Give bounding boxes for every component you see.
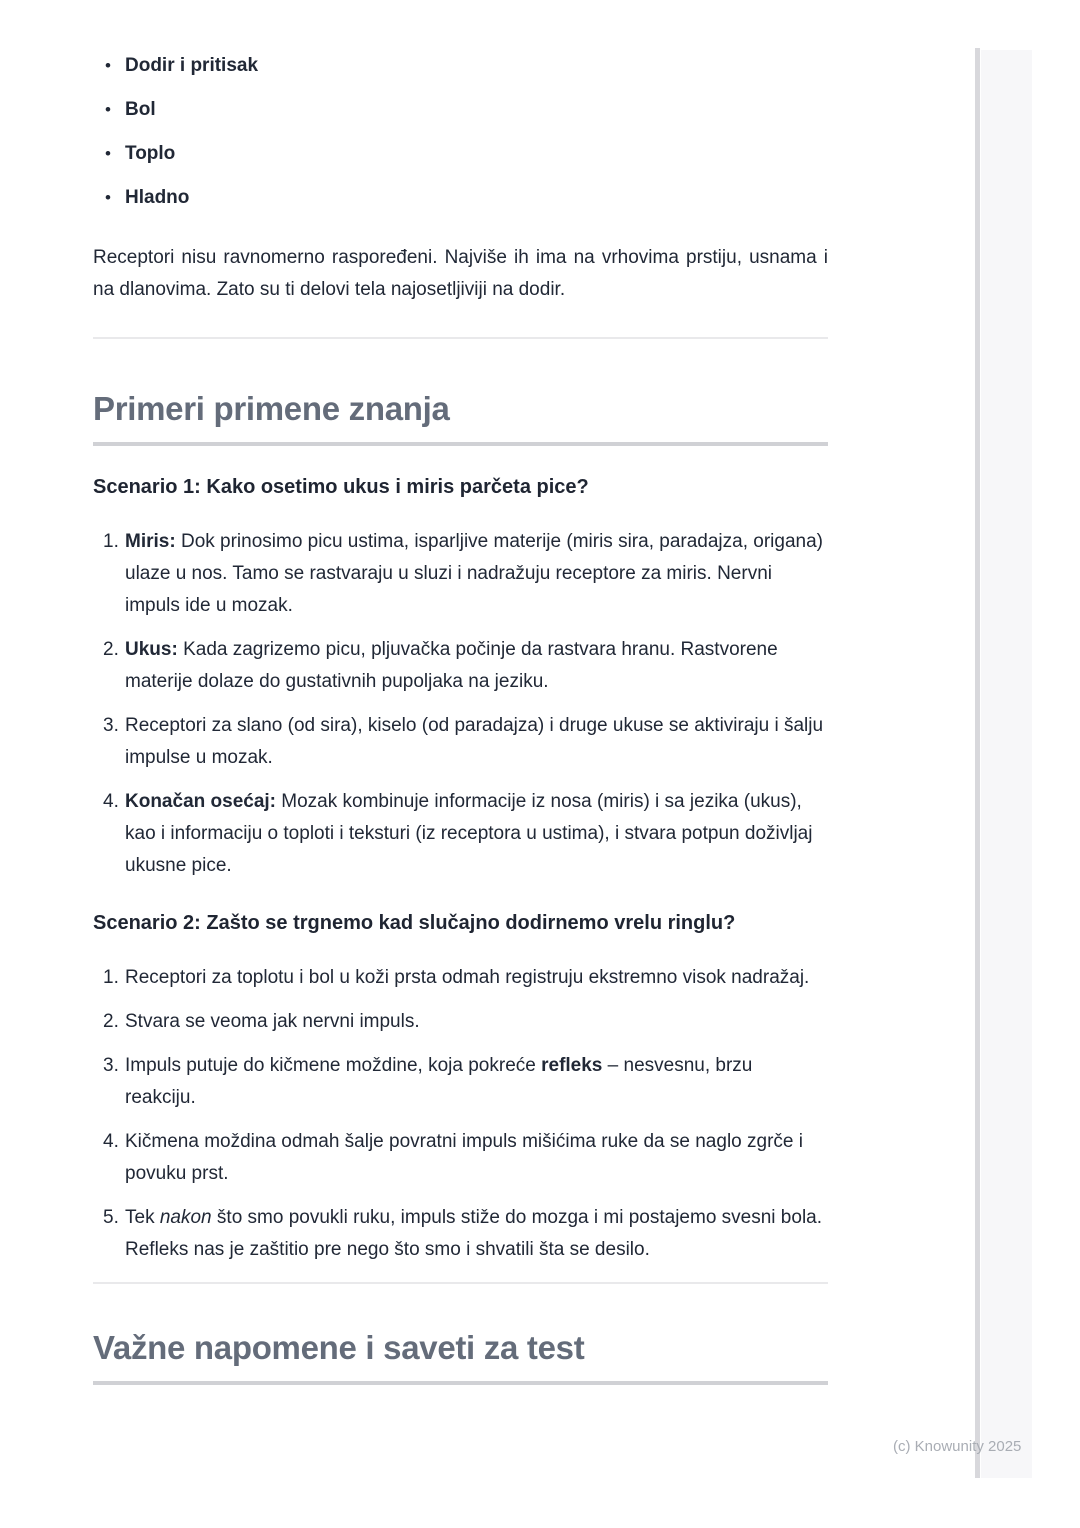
- list-number: 3.: [103, 715, 119, 736]
- list-item: [93, 710, 828, 774]
- scenario2-heading: Scenario 2: Zašto se trgnemo kad slučajno dodirnemo vrelu ringlu?: [93, 912, 736, 934]
- list-item-italic: nakon: [159, 1207, 212, 1228]
- list-item-text: [125, 1050, 828, 1114]
- list-item-text: [125, 786, 828, 882]
- list-number: 1.: [103, 531, 119, 552]
- bullet-icon: •: [105, 56, 111, 75]
- list-item-body: Kičmena moždina odmah šalje povratni impuls mišićima ruke da se naglo zgrče i povuku prst.: [125, 1131, 803, 1184]
- list-number: 4.: [103, 791, 119, 812]
- list-item-label: Toplo: [125, 143, 176, 164]
- list-item: [93, 50, 828, 82]
- list-item: [93, 786, 828, 882]
- list-item-lead: Miris:: [125, 531, 176, 552]
- list-item-body: Stvara se veoma jak nervni impuls.: [125, 1011, 420, 1032]
- list-item: [93, 1202, 828, 1266]
- list-item: [93, 94, 828, 126]
- list-item-text: [125, 962, 828, 994]
- section-title-vazne: Važne napomene i saveti za test: [93, 1328, 828, 1385]
- list-item-body: – nesvesnu, brzu reakciju.: [125, 1055, 753, 1108]
- scenario1-heading: Scenario 1: Kako osetimo ukus i miris parčeta pice?: [93, 476, 589, 498]
- scenario2-list: [93, 962, 828, 1266]
- list-item-bold: refleks: [541, 1055, 603, 1076]
- list-item-text: [125, 1202, 828, 1266]
- list-item-body: Dok prinosimo picu ustima, isparljive materije (miris sira, paradajza, origana) ulaze u nos. Tamo se rastvaraju u sluzi i nadražuju receptore za miris. Nervni impuls ide u mozak.: [125, 531, 823, 616]
- list-item-body: Mozak kombinuje informacije iz nosa (miris) i sa jezika (ukus), kao i informaciju o toploti i teksturi (iz receptora u ustima), i stvara potpun doživljaj ukusne pice.: [125, 791, 813, 876]
- bullet-icon: •: [105, 144, 111, 163]
- list-item-text: [125, 526, 828, 622]
- page-edge-panel: [981, 50, 1032, 1478]
- list-item: [93, 138, 828, 170]
- list-item-body: Kada zagrizemo picu, pljuvačka počinje da rastvara hranu. Rastvorene materije dolaze do gustativnih pupoljaka na jeziku.: [125, 639, 778, 692]
- list-item-text: [125, 710, 828, 774]
- list-number: 4.: [103, 1131, 119, 1152]
- list-item: [93, 526, 828, 622]
- list-number: 5.: [103, 1207, 119, 1228]
- list-item-label: Bol: [125, 99, 156, 120]
- section-title-primeri: Primeri primene znanja: [93, 389, 828, 446]
- list-item: [93, 962, 828, 994]
- document-body: [93, 50, 828, 1385]
- list-item-body: što smo povukli ruku, impuls stiže do mozga i mi postajemo svesni bola. Refleks nas je zaštitio pre nego što smo i shvatili šta se desilo.: [125, 1207, 823, 1260]
- list-item-body: Receptori za toplotu i bol u koži prsta odmah registruju ekstremno visok nadražaj.: [125, 967, 810, 988]
- watermark-label: (c) Knowunity 2025: [893, 1438, 1022, 1455]
- bullet-icon: •: [105, 100, 111, 119]
- section-divider: [93, 337, 828, 339]
- section-divider: [93, 1282, 828, 1284]
- list-number: 2.: [103, 639, 119, 660]
- vertical-scrollbar[interactable]: [975, 48, 980, 1478]
- scenario1-list: [93, 526, 828, 882]
- list-item: [93, 1050, 828, 1114]
- list-item-body: Receptori za slano (od sira), kiselo (od paradajza) i druge ukuse se aktiviraju i šalju impulse u mozak.: [125, 715, 824, 768]
- receptor-types-list: [93, 50, 828, 214]
- list-item: [93, 634, 828, 698]
- list-item-text: [125, 1006, 828, 1038]
- list-item-label: Hladno: [125, 187, 190, 208]
- list-item-lead: Konačan osećaj:: [125, 791, 276, 812]
- list-item-text: [125, 634, 828, 698]
- list-number: 2.: [103, 1011, 119, 1032]
- list-item-body: Tek: [125, 1207, 160, 1228]
- list-item-lead: Ukus:: [125, 639, 178, 660]
- list-item: [93, 1006, 828, 1038]
- list-item-body: Impuls putuje do kičmene moždine, koja pokreće: [125, 1055, 542, 1076]
- list-item: [93, 1126, 828, 1190]
- list-item-text: [125, 1126, 828, 1190]
- bullet-icon: •: [105, 188, 111, 207]
- list-item-label: Dodir i pritisak: [125, 55, 259, 76]
- list-number: 3.: [103, 1055, 119, 1076]
- intro-paragraph: Receptori nisu ravnomerno raspoređeni. Najviše ih ima na vrhovima prstiju, usnama i na dlanovima. Zato su ti delovi tela najosetljiviji na dodir.: [93, 247, 828, 300]
- list-item: [93, 182, 828, 214]
- list-number: 1.: [103, 967, 119, 988]
